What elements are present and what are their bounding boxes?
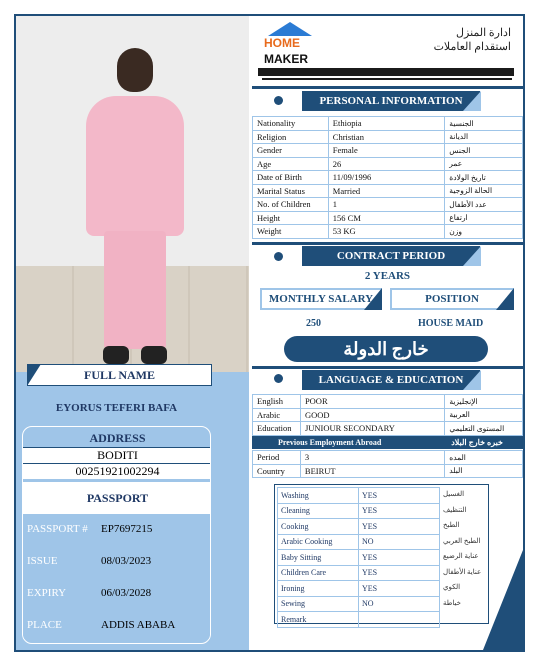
row-label-ar: الجنس — [445, 144, 523, 158]
corner-decoration — [483, 550, 523, 650]
row-label-ar: ارتفاع — [445, 211, 523, 225]
row-label: No. of Children — [253, 198, 329, 212]
abroad-banner: خارج الدولة — [284, 336, 488, 362]
position-label: POSITION — [390, 288, 514, 310]
house-icon — [268, 22, 312, 36]
table-row — [253, 130, 523, 144]
row-label-ar: الجنسية — [445, 117, 523, 131]
row-label: Gender — [253, 144, 329, 158]
previous-employment-title-ar: خبره خارج البلاد — [451, 438, 503, 447]
bullet-icon — [274, 96, 283, 105]
skill-label-ar: عناية الأطفال — [443, 567, 482, 576]
row-value: POOR — [300, 395, 444, 409]
table-row — [253, 198, 523, 212]
place-row-label: PLACE — [27, 619, 62, 631]
address-card — [22, 426, 211, 644]
row-label-ar: الحالة الزوجية — [445, 184, 523, 198]
row-label: Arabic — [253, 408, 301, 422]
previous-employment-table — [252, 450, 523, 478]
skill-value: YES — [359, 519, 440, 535]
row-value: JUNIOUR SECONDARY — [300, 422, 444, 436]
bullet-icon — [274, 252, 283, 261]
header-divider — [258, 68, 514, 76]
monthly-salary-label: MONTHLY SALARY — [260, 288, 382, 310]
table-row — [253, 171, 523, 185]
place-row-value: ADDIS ABABA — [101, 619, 176, 631]
skill-value: YES — [359, 565, 440, 581]
passport-row-value: EP7697215 — [101, 523, 153, 535]
table-row — [253, 451, 523, 465]
skill-label: Washing — [278, 488, 359, 504]
skill-label-ar — [440, 611, 488, 627]
row-label: Religion — [253, 130, 329, 144]
skill-value: NO — [359, 596, 440, 612]
skill-value: NO — [359, 534, 440, 550]
row-label-ar: عمر — [445, 157, 523, 171]
row-value: 53 KG — [328, 225, 445, 239]
row-label-ar: العربية — [445, 408, 523, 422]
row-label: Weight — [253, 225, 329, 239]
expiry-row-label: EXPIRY — [27, 587, 67, 599]
address-line2: 00251921002294 — [23, 463, 211, 479]
row-label-ar: البلد — [445, 464, 523, 478]
fullname-value: EYORUS TEFERI BAFA — [55, 402, 178, 414]
skill-label: Arabic Cooking — [278, 534, 359, 550]
skill-label: Ironing — [278, 581, 359, 597]
language-heading: LANGUAGE & EDUCATION — [302, 370, 480, 390]
contract-period-value: 2 YEARS — [364, 270, 411, 282]
passport-row-label: PASSPORT # — [27, 523, 88, 535]
personal-info-heading: PERSONAL INFORMATION — [302, 91, 480, 111]
row-label: English — [253, 395, 301, 409]
table-row — [253, 464, 523, 478]
bullet-icon — [274, 374, 283, 383]
skill-label-ar: الكوي — [443, 583, 461, 591]
issue-row-value: 08/03/2023 — [101, 555, 152, 567]
skill-label: Baby Sitting — [278, 550, 359, 566]
passport-row — [23, 515, 211, 543]
table-row — [253, 184, 523, 198]
issue-row — [23, 547, 211, 575]
table-row — [253, 422, 523, 436]
skill-row — [278, 612, 440, 628]
skill-value: YES — [359, 581, 440, 597]
row-label: Date of Birth — [253, 171, 329, 185]
skill-label-ar: خياطة — [443, 598, 461, 607]
row-label-ar: تاريخ الولادة — [445, 171, 523, 185]
language-table — [252, 394, 523, 436]
skill-label-ar: الطبخ — [443, 521, 460, 529]
skill-label: Sewing — [278, 596, 359, 612]
row-value: BEIRUT — [300, 464, 444, 478]
skill-row — [278, 488, 440, 504]
table-row — [253, 225, 523, 239]
row-value: 11/09/1996 — [328, 171, 445, 185]
row-label: Nationality — [253, 117, 329, 131]
skill-value: YES — [359, 550, 440, 566]
skill-label: Cooking — [278, 519, 359, 535]
row-value: 3 — [300, 451, 444, 465]
table-row — [253, 157, 523, 171]
skill-value: YES — [359, 503, 440, 519]
skill-value — [359, 612, 440, 628]
table-row — [253, 117, 523, 131]
table-row — [253, 144, 523, 158]
row-label: Age — [253, 157, 329, 171]
issue-row-label: ISSUE — [27, 555, 58, 567]
arabic-title-line2: استقدام العاملات — [433, 41, 511, 53]
table-row — [253, 408, 523, 422]
skills-card — [274, 484, 489, 624]
skill-row — [278, 581, 440, 597]
right-panel — [252, 16, 523, 650]
skills-table — [277, 487, 440, 628]
row-value: 156 CM — [328, 211, 445, 225]
place-row — [23, 611, 211, 639]
address-line1: BODITI — [23, 447, 211, 463]
row-label: Education — [253, 422, 301, 436]
skill-label: Remark — [278, 612, 359, 628]
row-label: Height — [253, 211, 329, 225]
skills-arabic-labels — [440, 487, 488, 627]
row-label-ar: الديانة — [445, 130, 523, 144]
row-value: Married — [328, 184, 445, 198]
logo-text-home: HOME — [264, 36, 300, 50]
previous-employment-heading — [252, 436, 523, 449]
row-value: 1 — [328, 198, 445, 212]
table-row — [253, 211, 523, 225]
skill-label: Children Care — [278, 565, 359, 581]
position-value: HOUSE MAID — [418, 318, 484, 329]
row-value: 26 — [328, 157, 445, 171]
skill-row — [278, 565, 440, 581]
table-row — [253, 395, 523, 409]
contract-heading: CONTRACT PERIOD — [302, 246, 480, 266]
skill-row — [278, 550, 440, 566]
skill-label-ar: الغسيل — [443, 490, 465, 498]
arabic-agency-title — [434, 26, 511, 54]
skill-label-ar: الطبخ العربي — [443, 536, 481, 545]
personal-info-table — [252, 116, 523, 239]
skill-row — [278, 519, 440, 535]
logo-text-maker: MAKER — [264, 52, 308, 66]
previous-employment-title: Previous Employment Abroad — [278, 438, 382, 447]
skill-value: YES — [359, 488, 440, 504]
skill-label-ar: عناية الرضيع — [443, 552, 479, 560]
salary-value: 250 — [306, 318, 321, 329]
skill-label: Cleaning — [278, 503, 359, 519]
row-label-ar: عدد الأطفال — [445, 198, 523, 212]
row-label-ar: الإنجليزية — [445, 395, 523, 409]
arabic-title-line1: ادارة المنزل — [456, 27, 511, 39]
skill-row — [278, 534, 440, 550]
section-strip — [252, 86, 523, 89]
skill-row — [278, 503, 440, 519]
row-label-ar: وزن — [445, 225, 523, 239]
skill-row — [278, 596, 440, 612]
row-label-ar: المستوى التعليمي — [445, 422, 523, 436]
candidate-photo — [16, 16, 249, 372]
skill-label-ar: التنظيف — [443, 505, 467, 514]
row-value: GOOD — [300, 408, 444, 422]
expiry-row-value: 06/03/2028 — [101, 587, 152, 599]
section-strip — [252, 242, 523, 245]
passport-label: PASSPORT — [23, 482, 211, 514]
row-value: Ethiopia — [328, 117, 445, 131]
row-label: Period — [253, 451, 301, 465]
section-strip — [252, 366, 523, 369]
header-divider-thin — [262, 78, 512, 80]
row-label: Country — [253, 464, 301, 478]
row-label-ar: المده — [445, 451, 523, 465]
address-label: ADDRESS — [89, 431, 146, 445]
homemaker-logo — [262, 22, 322, 70]
row-value: Female — [328, 144, 445, 158]
fullname-label: FULL NAME — [27, 364, 212, 386]
row-label: Marital Status — [253, 184, 329, 198]
expiry-row — [23, 579, 211, 607]
row-value: Christian — [328, 130, 445, 144]
